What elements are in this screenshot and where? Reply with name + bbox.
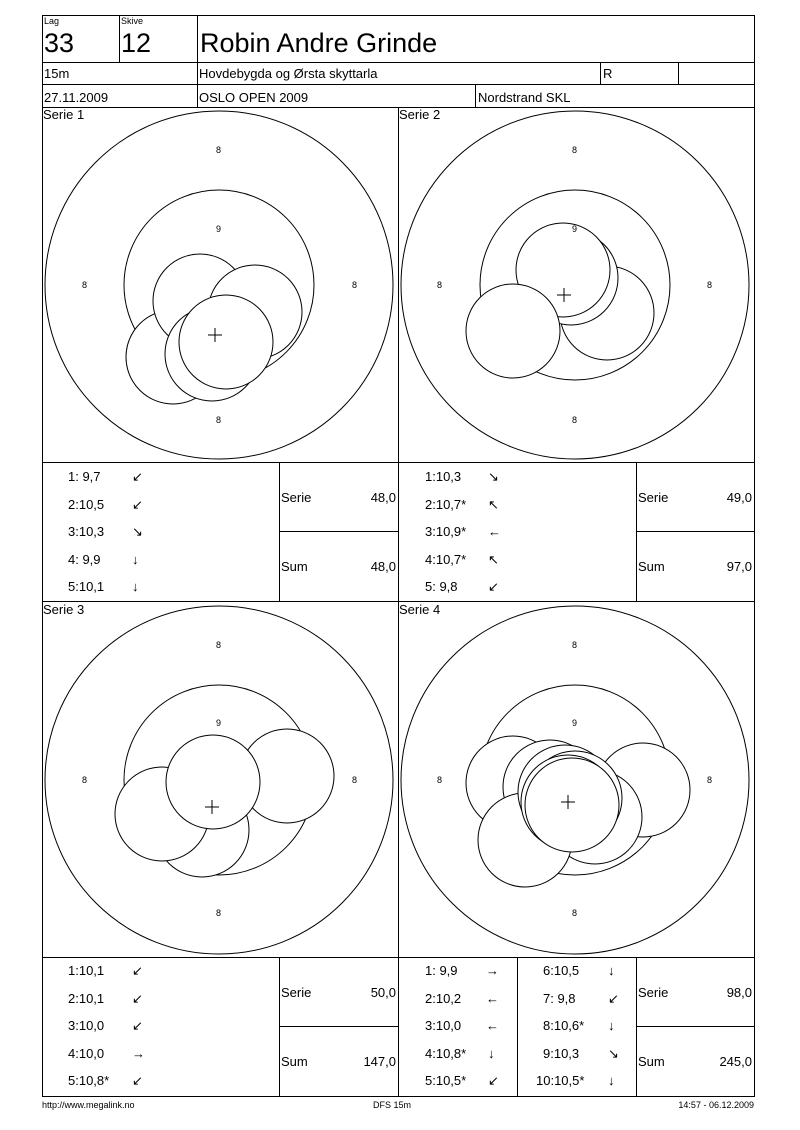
target-serie-4 [401,606,749,954]
lag-value: 33 [44,28,75,58]
sum-total: 147,0 [363,1054,396,1069]
ring-label-8: 8 [82,280,88,290]
series-title: Serie 2 [399,107,441,122]
shot-direction-icon: ↓ [608,963,615,978]
shot-hole [466,284,560,378]
shot-hole [166,735,260,829]
shot-direction-icon: ↙ [608,991,619,1006]
shot-direction-icon: ↘ [132,524,143,539]
shot-score: 4:10,0 [68,1046,105,1061]
shot-direction-icon: ← [488,524,501,539]
shot-score: 7: 9,8 [543,991,576,1006]
shot-direction-icon: → [486,963,499,978]
serie-total: 48,0 [370,490,396,505]
sum-total: 245,0 [719,1054,752,1069]
shot-score: 2:10,7* [425,497,467,512]
shot-score: 1: 9,9 [425,963,458,978]
location: Nordstrand SKL [478,90,571,105]
shot-direction-icon: ↙ [132,1018,143,1033]
shot-score: 5:10,1 [68,579,105,594]
ring-label-9: 9 [216,718,222,728]
ring-label-8: 8 [216,908,222,918]
shot-score: 4:10,7* [425,552,467,567]
ring-label-8: 8 [352,280,358,290]
serie-label: Serie [638,490,669,505]
shot-direction-icon: ↓ [608,1018,615,1033]
shot-direction-icon: ↙ [488,1073,499,1088]
shot-direction-icon: ↖ [488,552,499,567]
shot-hole [179,295,273,389]
class-code: R [603,66,613,81]
shot-score: 3:10,3 [68,524,105,539]
ring-label-8: 8 [572,145,578,155]
ring-label-8: 8 [437,775,443,785]
footer-url[interactable]: http://www.megalink.no [42,1100,135,1110]
ring-label-8: 8 [216,145,222,155]
ring-label-8: 8 [216,415,222,425]
sum-label: Sum [281,1054,308,1069]
footer-system: DFS 15m [373,1100,412,1110]
shot-score: 8:10,6* [543,1018,585,1033]
shot-direction-icon: ← [486,991,499,1006]
shot-score: 1:10,1 [68,963,105,978]
ring-label-8: 8 [572,640,578,650]
shot-score: 9:10,3 [543,1046,580,1061]
distance: 15m [44,66,70,81]
shot-direction-icon: ↓ [488,1046,495,1061]
sum-label: Sum [281,559,308,574]
series-title: Serie 3 [43,602,85,617]
serie-label: Serie [281,490,312,505]
shot-score: 2:10,1 [68,991,105,1006]
sum-total: 48,0 [370,559,396,574]
shot-score: 6:10,5 [543,963,580,978]
shot-direction-icon: ↙ [132,497,143,512]
target-serie-1 [45,111,393,459]
ring-label-8: 8 [352,775,358,785]
footer-timestamp: 14:57 - 06.12.2009 [678,1100,754,1110]
shot-direction-icon: ↓ [608,1073,615,1088]
shot-score: 1: 9,7 [68,469,101,484]
event-name: OSLO OPEN 2009 [199,90,309,105]
shot-score: 5: 9,8 [425,579,458,594]
shot-score: 2:10,2 [425,991,462,1006]
ring-label-8: 8 [437,280,443,290]
lag-label: Lag [44,16,60,26]
serie-total: 98,0 [726,985,752,1000]
skive-value: 12 [121,28,152,58]
club-name: Hovdebygda og Ørsta skyttarla [199,66,378,81]
ring-label-9: 9 [572,718,578,728]
shot-direction-icon: ← [486,1018,499,1033]
shot-score: 2:10,5 [68,497,105,512]
series-title: Serie 4 [399,602,441,617]
shot-score: 5:10,8* [68,1073,110,1088]
shot-score: 3:10,9* [425,524,467,539]
shot-hole [525,758,619,852]
ring-label-9: 9 [572,224,578,234]
shot-score: 3:10,0 [68,1018,105,1033]
sum-label: Sum [638,1054,665,1069]
sum-label: Sum [638,559,665,574]
shot-score: 4:10,8* [425,1046,467,1061]
shot-score: 3:10,0 [425,1018,462,1033]
skive-label: Skive [121,16,144,26]
shot-direction-icon: ↙ [488,579,499,594]
target-serie-3 [45,606,393,954]
shot-direction-icon: ↘ [488,469,499,484]
shot-score: 1:10,3 [425,469,462,484]
target-serie-2 [401,111,749,459]
shot-direction-icon: ↙ [132,963,143,978]
shot-direction-icon: → [132,1046,145,1061]
shot-direction-icon: ↘ [608,1046,619,1061]
shot-direction-icon: ↙ [132,991,143,1006]
ring-label-8: 8 [707,280,713,290]
shot-direction-icon: ↖ [488,497,499,512]
shot-score: 5:10,5* [425,1073,467,1088]
shot-direction-icon: ↓ [132,579,139,594]
serie-total: 50,0 [370,985,396,1000]
date: 27.11.2009 [44,90,109,105]
shot-score: 10:10,5* [536,1073,585,1088]
shot-direction-icon: ↓ [132,552,139,567]
ring-label-8: 8 [82,775,88,785]
shooter-name: Robin Andre Grinde [200,28,438,58]
serie-label: Serie [281,985,312,1000]
shot-direction-icon: ↙ [132,469,143,484]
ring-label-8: 8 [572,415,578,425]
shot-direction-icon: ↙ [132,1073,143,1088]
series-title: Serie 1 [43,107,85,122]
ring-label-8: 8 [572,908,578,918]
ring-label-9: 9 [216,224,222,234]
serie-total: 49,0 [726,490,752,505]
sum-total: 97,0 [726,559,752,574]
ring-label-8: 8 [707,775,713,785]
ring-label-8: 8 [216,640,222,650]
shot-score: 4: 9,9 [68,552,101,567]
serie-label: Serie [638,985,669,1000]
